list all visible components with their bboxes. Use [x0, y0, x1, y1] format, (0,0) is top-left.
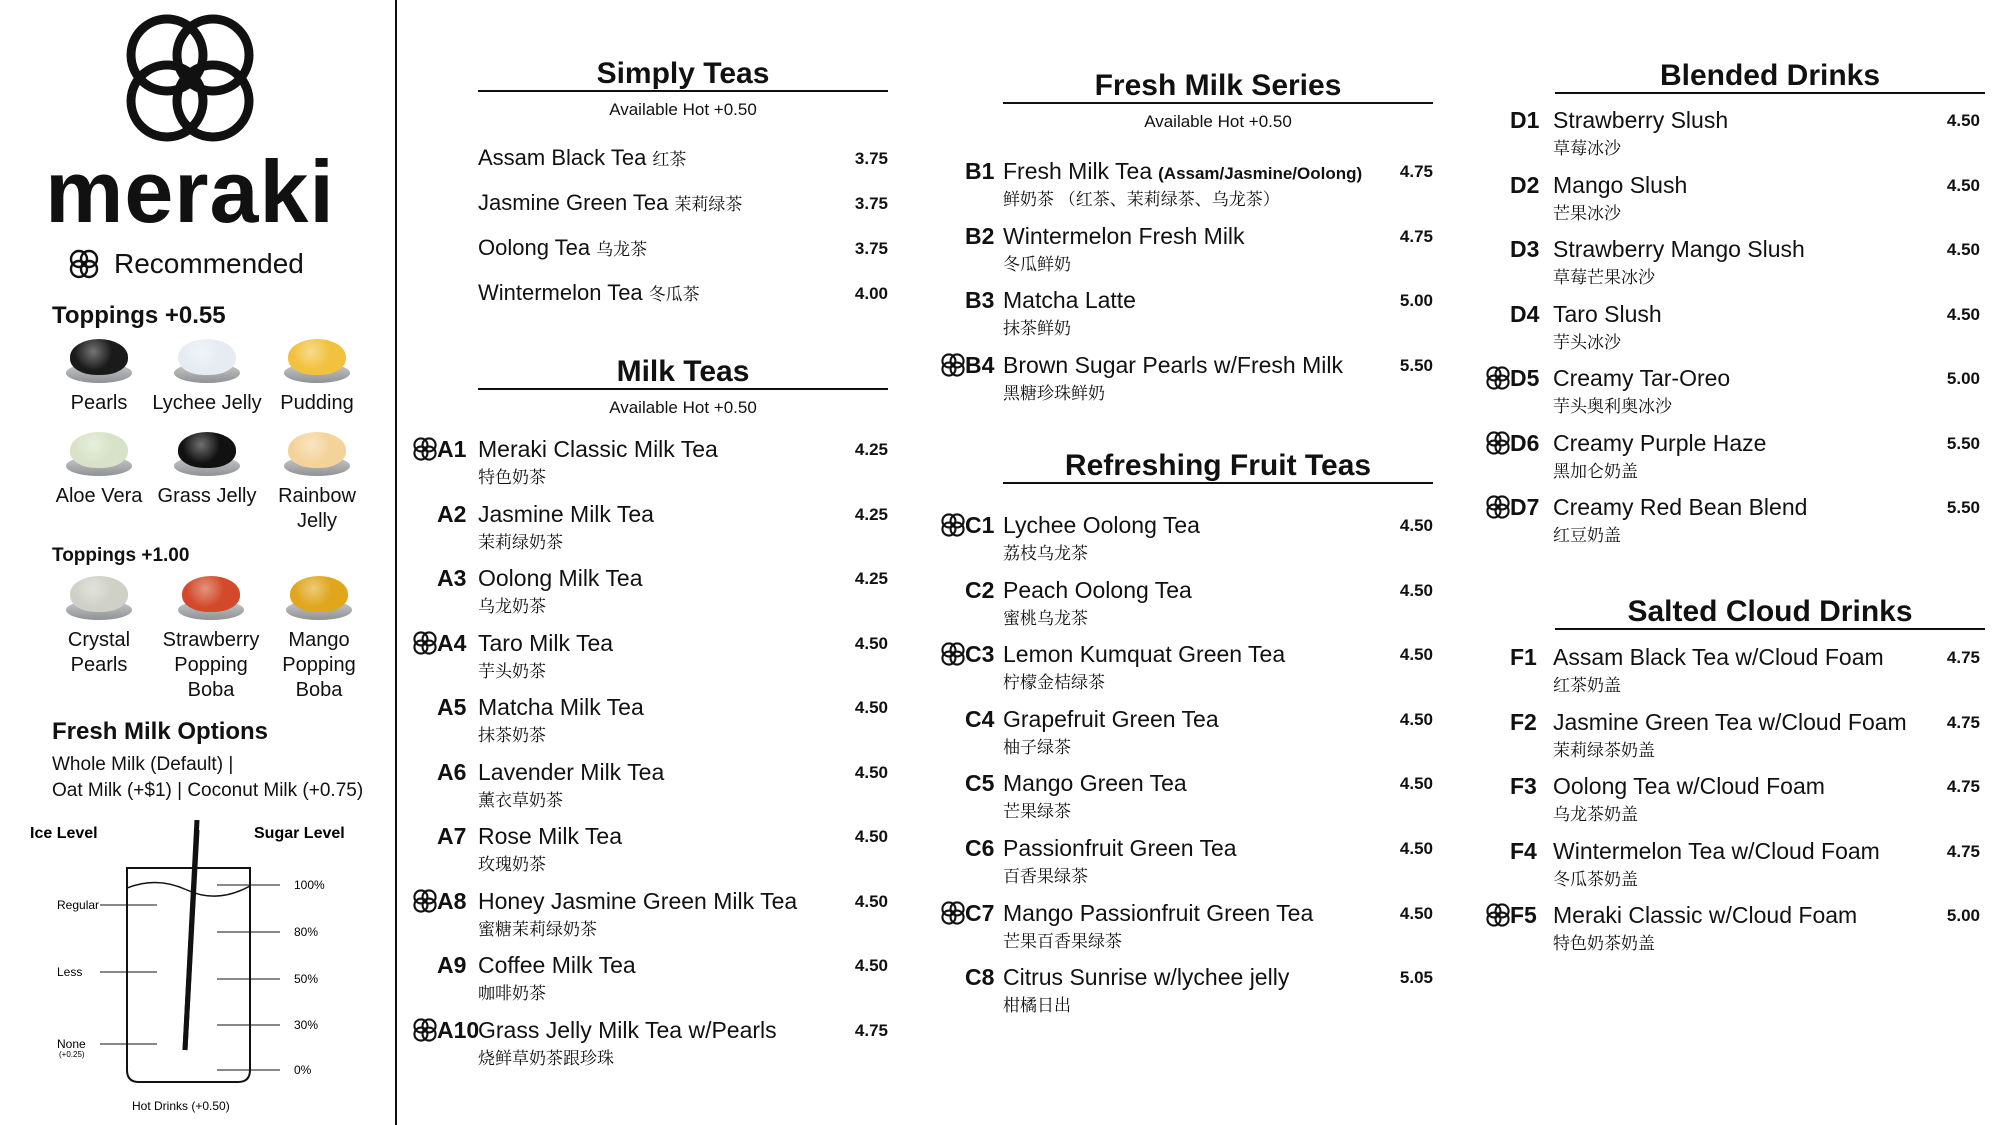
item-price: 5.00: [1946, 906, 1980, 925]
topping-label: Boba: [295, 679, 343, 701]
item-code: A4: [437, 629, 467, 656]
item-name-en: Rose Milk Tea: [478, 823, 623, 849]
item-price: 5.00: [1399, 291, 1433, 310]
hot-drinks-note: Hot Drinks (+0.50): [132, 1099, 230, 1113]
item-name-cn: 芒果百香果绿茶: [1003, 931, 1122, 951]
menu-item: [478, 280, 700, 306]
item-name-en: Matcha Milk Tea: [478, 694, 644, 720]
item-name-cn: 红豆奶盖: [1553, 526, 1621, 545]
item-name-en: Creamy Tar-Oreo: [1553, 365, 1731, 391]
ice-level-title: Ice Level: [30, 825, 98, 842]
item-price: 3.75: [854, 149, 888, 168]
ice-none-note: (+0.25): [59, 1050, 85, 1059]
item-code: B1: [965, 158, 995, 184]
item-name-cn: 冬瓜茶: [648, 285, 700, 304]
topping-label: Pudding: [280, 392, 354, 414]
sugar-level-title: Sugar Level: [254, 825, 345, 842]
item-name-en: Taro Slush: [1553, 300, 1662, 327]
menu-item: [1553, 236, 1805, 288]
item-name-en: Creamy Purple Haze: [1553, 429, 1767, 456]
item-name-en: Mango Passionfruit Green Tea: [1003, 899, 1314, 926]
item-price: 4.50: [1946, 175, 1980, 195]
fresh-milk-title: Fresh Milk Options: [52, 718, 269, 745]
topping-label: Pearls: [70, 654, 128, 676]
item-price: 4.50: [854, 698, 888, 717]
item-name-en: Brown Sugar Pearls w/Fresh Milk: [1003, 351, 1343, 378]
item-name-en: Jasmine Green Tea: [478, 190, 669, 215]
menu-item: [1553, 430, 1766, 482]
item-price: 4.75: [1946, 648, 1980, 667]
topping-image: [284, 572, 354, 624]
menu-item: [478, 888, 797, 940]
topping-item: [262, 428, 372, 534]
item-price: 4.50: [1399, 839, 1433, 858]
toppings-a-title: Toppings +0.55: [52, 302, 226, 329]
item-name-cn: 芋头冰沙: [1553, 332, 1621, 352]
item-code: D6: [1510, 429, 1540, 456]
item-price: 5.50: [1399, 355, 1433, 375]
recommended-legend: [68, 248, 304, 280]
item-code: A1: [437, 436, 467, 462]
item-code: D4: [1510, 300, 1540, 327]
item-name-cn: 芋头奶茶: [478, 661, 546, 681]
item-name-cn: 抹茶鲜奶: [1003, 319, 1071, 338]
menu-item: [478, 694, 644, 746]
item-name-en: Creamy Red Bean Blend: [1553, 494, 1808, 520]
salted-title: Salted Cloud Drinks: [1555, 596, 1985, 630]
topping-image: [176, 572, 246, 624]
menu-item: [478, 436, 718, 488]
item-code: D1: [1510, 107, 1540, 133]
fresh-milk-series-title: Fresh Milk Series: [1003, 70, 1433, 104]
item-name-cn: 鲜奶茶 （红茶、茉莉绿茶、乌龙茶）: [1003, 190, 1280, 209]
fresh-milk-series-subtitle: Available Hot +0.50: [1144, 112, 1292, 131]
menu-item: [478, 501, 654, 553]
item-price: 4.75: [1399, 226, 1433, 246]
sugar-level-label: 80%: [294, 925, 319, 939]
item-name-cn: 烧鲜草奶茶跟珍珠: [478, 1048, 614, 1068]
menu-item: [1553, 107, 1728, 159]
item-name-en: Jasmine Milk Tea: [478, 500, 654, 527]
topping-item: [44, 572, 154, 678]
toppings-b-title: Toppings +1.00: [52, 545, 190, 566]
fruit-teas-section: [1003, 450, 1433, 484]
item-code: D5: [1510, 365, 1540, 391]
item-name-cn: 红茶奶盖: [1553, 676, 1621, 695]
item-price: 3.75: [854, 194, 888, 213]
topping-item: [152, 335, 262, 416]
brand-name: meraki: [45, 142, 335, 241]
item-code: F1: [1510, 644, 1537, 670]
item-code: A3: [437, 565, 467, 591]
menu-item: [1553, 644, 1884, 696]
menu-item: [478, 190, 742, 216]
item-code: A6: [437, 758, 467, 785]
item-price: 4.50: [854, 827, 888, 846]
menu-item: [1003, 223, 1245, 275]
item-name-en: Wintermelon Tea: [478, 280, 643, 305]
menu-item: [1553, 301, 1662, 353]
menu-item: [1003, 577, 1192, 629]
item-name-cn: 红茶: [652, 150, 687, 169]
item-name-en: Assam Black Tea: [478, 145, 647, 170]
item-name-cn: 蜜糖茉莉绿奶茶: [478, 919, 597, 939]
menu-item: [1003, 706, 1219, 758]
item-price: 5.50: [1946, 498, 1980, 517]
topping-label: Grass Jelly: [157, 485, 257, 507]
item-price: 4.50: [854, 956, 888, 975]
item-price: 4.25: [854, 440, 888, 459]
menu-item: [1003, 770, 1187, 822]
item-code: C6: [965, 835, 995, 861]
item-code: C8: [965, 964, 995, 991]
item-code: D7: [1510, 494, 1540, 520]
ice-level-label: Less: [57, 965, 83, 979]
menu-item: [1553, 709, 1907, 761]
recommended-icon: [1485, 430, 1511, 461]
item-name-en: Meraki Classic Milk Tea: [478, 436, 718, 462]
item-name-en: Honey Jasmine Green Milk Tea: [478, 887, 798, 914]
topping-item: [44, 428, 154, 509]
ice-level-label: Regular: [57, 898, 100, 912]
recommended-icon: [412, 1017, 438, 1048]
sidebar-divider: [395, 0, 397, 1125]
recommended-icon: [940, 352, 966, 383]
topping-image: [172, 428, 242, 480]
item-name-cn: 黑加仑奶盖: [1553, 461, 1638, 481]
menu-item: [1003, 287, 1136, 339]
menu-item: [1553, 838, 1880, 890]
item-name-cn: 茉莉绿茶: [674, 195, 743, 214]
item-name-cn: 茉莉绿奶茶: [478, 532, 563, 552]
recommended-icon: [940, 512, 966, 543]
topping-label: Popping: [174, 654, 248, 676]
item-code: F4: [1510, 837, 1537, 864]
salted-section: [1555, 596, 1985, 630]
fresh-milk-options: [52, 752, 363, 804]
item-name-cn: 特色奶茶奶盖: [1553, 934, 1655, 953]
item-name-en: Strawberry Slush: [1553, 107, 1729, 133]
fresh-milk-line2: Oat Milk (+$1) | Coconut Milk (+0.75): [52, 780, 364, 801]
topping-label: Lychee Jelly: [152, 392, 262, 414]
fresh-milk-line1: Whole Milk (Default) |: [52, 754, 234, 775]
recommended-icon: [412, 630, 438, 661]
item-price: 5.00: [1946, 369, 1980, 388]
item-name-en: Matcha Latte: [1003, 287, 1136, 313]
item-code: A9: [437, 952, 467, 978]
item-name-cn: 柑橘日出: [1003, 996, 1071, 1016]
item-name-en: Strawberry Mango Slush: [1553, 236, 1805, 262]
item-name-en: Meraki Classic w/Cloud Foam: [1553, 902, 1858, 928]
item-name-cn: 黑糖珍珠鲜奶: [1003, 383, 1105, 403]
topping-item: [44, 335, 154, 416]
item-name-cn: 蜜桃乌龙茶: [1003, 608, 1088, 628]
item-name-cn: 薰衣草奶茶: [478, 790, 563, 810]
item-name-cn: 咖啡奶茶: [478, 984, 546, 1003]
item-code: C3: [965, 641, 995, 668]
topping-label: Aloe Vera: [55, 485, 143, 507]
item-code: C4: [965, 705, 995, 732]
menu-item: [1003, 641, 1285, 693]
simply-teas-title: Simply Teas: [478, 58, 888, 92]
menu-item: [1553, 902, 1857, 954]
topping-image: [64, 428, 134, 480]
item-price: 4.25: [854, 569, 888, 588]
item-name-en: Wintermelon Tea w/Cloud Foam: [1553, 837, 1880, 864]
item-name-en: Passionfruit Green Tea: [1003, 835, 1237, 861]
item-code: B3: [965, 287, 995, 313]
item-name-en: Oolong Tea: [478, 235, 591, 260]
item-name-en: Wintermelon Fresh Milk: [1003, 222, 1245, 249]
item-price: 4.50: [1399, 580, 1433, 600]
ice-sugar-diagram: [22, 820, 382, 1120]
item-price: 4.50: [1399, 516, 1433, 535]
item-name-cn: 玫瑰奶茶: [478, 855, 546, 874]
recommended-label: Recommended: [114, 248, 304, 279]
milk-teas-subtitle: Available Hot +0.50: [609, 398, 757, 417]
item-code: F5: [1510, 902, 1537, 928]
menu-item: [478, 823, 622, 875]
topping-label: Boba: [187, 679, 235, 701]
blended-section: [1555, 60, 1985, 94]
item-code: C1: [965, 512, 995, 538]
item-price: 4.50: [1399, 645, 1433, 665]
item-price: 4.50: [1399, 709, 1433, 729]
item-price: 5.05: [1399, 968, 1433, 988]
sugar-level-label: 100%: [294, 878, 325, 892]
menu-item: [478, 630, 613, 682]
item-name-en: Citrus Sunrise w/lychee jelly: [1003, 964, 1290, 991]
item-price: 4.50: [854, 762, 888, 782]
menu-item: [1553, 773, 1825, 825]
item-name-cn: 草莓冰沙: [1553, 139, 1621, 158]
topping-item: [264, 572, 374, 703]
recommended-icon: [940, 900, 966, 931]
topping-label: Pearls: [70, 392, 128, 414]
item-price: 4.75: [1946, 841, 1980, 861]
item-price: 3.75: [854, 239, 888, 258]
topping-label: Crystal: [67, 629, 131, 651]
topping-item: [156, 572, 266, 703]
sugar-level-label: 30%: [294, 1018, 319, 1032]
item-price: 4.50: [1946, 304, 1980, 324]
menu-item: [478, 565, 643, 617]
menu-item: [1553, 494, 1807, 546]
item-name-cn: 茉莉绿茶奶盖: [1553, 740, 1655, 760]
topping-image: [64, 572, 134, 624]
item-name-cn: 冬瓜鲜奶: [1003, 254, 1071, 274]
item-code: D2: [1510, 171, 1540, 198]
menu-item: [1003, 512, 1200, 564]
item-price: 4.75: [854, 1020, 888, 1040]
item-code: C2: [965, 576, 995, 603]
recommended-icon: [940, 641, 966, 672]
item-name-en: Grass Jelly Milk Tea w/Pearls: [478, 1016, 777, 1043]
item-name-cn: 芒果绿茶: [1003, 802, 1071, 822]
item-price: 4.50: [854, 891, 888, 911]
menu-item: [478, 1017, 777, 1069]
topping-label: Rainbow: [278, 485, 356, 507]
item-name-en: Lychee Oolong Tea: [1003, 512, 1200, 538]
item-name-cn: 芋头奥利奥冰沙: [1553, 397, 1672, 416]
item-name-en: Lavender Milk Tea: [478, 758, 665, 785]
item-name-en: Peach Oolong Tea: [1003, 576, 1192, 603]
milk-teas-title: Milk Teas: [478, 356, 888, 390]
item-code: A7: [437, 823, 467, 849]
item-price: 4.50: [1946, 111, 1980, 130]
sugar-level-label: 50%: [294, 972, 319, 986]
item-code: B2: [965, 222, 995, 249]
item-name-en: Taro Milk Tea: [478, 629, 614, 656]
item-price: 4.50: [1946, 240, 1980, 259]
item-name-en: Assam Black Tea w/Cloud Foam: [1553, 644, 1884, 670]
item-code: A5: [437, 694, 467, 720]
menu-item: [478, 145, 686, 171]
item-price: 4.50: [1399, 774, 1433, 794]
item-price: 4.50: [1399, 903, 1433, 923]
menu-item: [1003, 964, 1289, 1016]
topping-image: [282, 428, 352, 480]
sidebar: [0, 0, 395, 1125]
item-price: 4.75: [1399, 162, 1433, 181]
menu-item: [478, 235, 647, 261]
menu-item: [1003, 158, 1362, 210]
item-code: F2: [1510, 708, 1537, 735]
item-code: C5: [965, 770, 995, 797]
item-name-cn: 草莓芒果冰沙: [1553, 268, 1655, 287]
menu-item: [478, 759, 664, 811]
fruit-teas-title: Refreshing Fruit Teas: [1003, 450, 1433, 484]
recommended-icon: [68, 248, 100, 280]
item-code: D3: [1510, 236, 1540, 262]
item-code: F3: [1510, 773, 1537, 799]
item-name-cn: 乌龙茶: [596, 240, 648, 259]
item-name-cn: 荔枝乌龙茶: [1003, 544, 1088, 563]
item-name-en: Coffee Milk Tea: [478, 952, 636, 978]
item-code: C7: [965, 899, 995, 926]
topping-image: [172, 335, 242, 387]
item-name-cn: 柚子绿茶: [1003, 737, 1071, 757]
topping-image: [64, 335, 134, 387]
topping-label: Jelly: [296, 510, 337, 532]
recommended-icon: [412, 436, 438, 467]
item-name-en: Jasmine Green Tea w/Cloud Foam: [1553, 708, 1907, 735]
item-name-cn: 柠檬金桔绿茶: [1003, 673, 1105, 693]
item-price: 4.50: [854, 633, 888, 653]
milk-teas-section: [478, 356, 888, 418]
fresh-milk-series-section: [1003, 70, 1433, 132]
item-name-cn: 特色奶茶: [478, 468, 546, 487]
item-code: B4: [965, 351, 995, 378]
topping-label: Strawberry: [162, 629, 260, 651]
menu-item: [1003, 352, 1343, 404]
menu-item: [1553, 365, 1730, 417]
topping-image: [282, 335, 352, 387]
sugar-level-label: 0%: [294, 1063, 312, 1077]
topping-item: [262, 335, 372, 416]
simply-teas-subtitle: Available Hot +0.50: [609, 100, 757, 119]
item-name-cn: 芒果冰沙: [1553, 203, 1621, 223]
item-name-en: Fresh Milk Tea: [1003, 158, 1153, 184]
item-code: A10: [437, 1016, 480, 1043]
topping-label: Mango: [288, 629, 350, 651]
item-name-cn: 冬瓜茶奶盖: [1553, 869, 1638, 889]
item-name-en: Lemon Kumquat Green Tea: [1003, 641, 1286, 668]
item-name-en: Oolong Tea w/Cloud Foam: [1553, 773, 1825, 799]
menu-item: [1003, 835, 1237, 887]
item-price: 5.50: [1946, 433, 1980, 453]
item-name-cn: 百香果绿茶: [1003, 867, 1088, 886]
recommended-icon: [1485, 902, 1511, 933]
recommended-icon: [1485, 365, 1511, 396]
item-price: 4.75: [1946, 712, 1980, 732]
topping-label: Popping: [282, 654, 356, 676]
straw-line: [185, 830, 197, 1050]
item-name-en: Grapefruit Green Tea: [1003, 705, 1219, 732]
item-price: 4.00: [854, 284, 888, 303]
ice-level-label: None: [57, 1037, 86, 1051]
simply-teas-section: [478, 58, 888, 120]
menu-item: [1553, 172, 1687, 224]
meraki-logo-icon: [120, 8, 260, 148]
item-code: A8: [437, 887, 467, 914]
item-code: A2: [437, 500, 467, 527]
menu-item: [1003, 900, 1313, 952]
item-name-en: Mango Slush: [1553, 171, 1688, 198]
topping-item: [152, 428, 262, 509]
blended-title: Blended Drinks: [1555, 60, 1985, 94]
item-name-en: Oolong Milk Tea: [478, 565, 643, 591]
item-note: (Assam/Jasmine/Oolong): [1158, 164, 1363, 183]
recommended-icon: [412, 888, 438, 919]
menu-item: [478, 952, 636, 1004]
item-price: 4.25: [854, 504, 888, 524]
item-name-cn: 乌龙茶奶盖: [1553, 805, 1638, 824]
item-name-cn: 乌龙奶茶: [478, 597, 546, 616]
item-name-cn: 抹茶奶茶: [478, 726, 546, 745]
recommended-icon: [1485, 494, 1511, 525]
item-name-en: Mango Green Tea: [1003, 770, 1187, 797]
item-price: 4.75: [1946, 777, 1980, 796]
